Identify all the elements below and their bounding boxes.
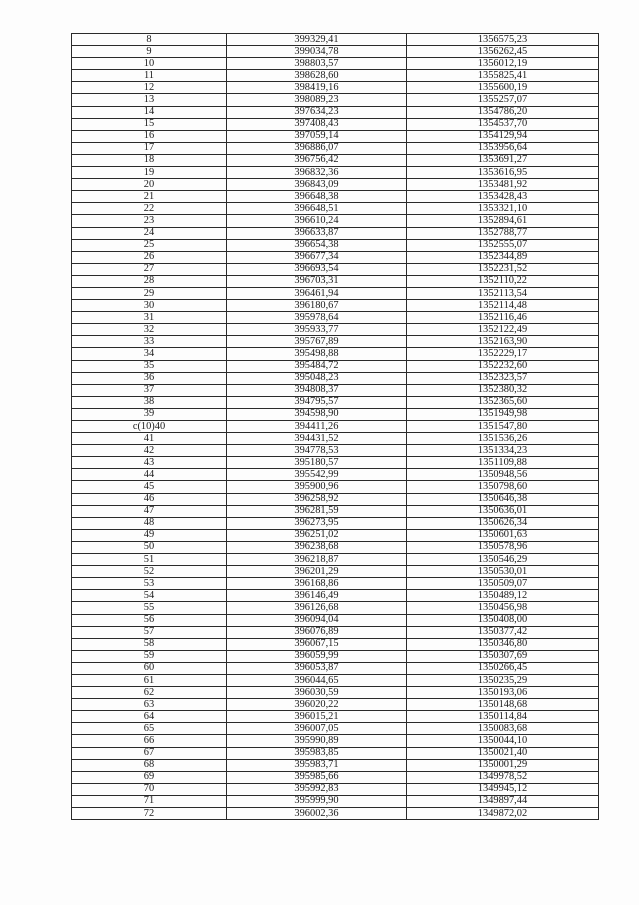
x-coordinate-cell: 396168,86 — [227, 578, 407, 590]
table-row — [72, 106, 599, 118]
point-number-cell: 64 — [72, 711, 227, 723]
table-row — [72, 759, 599, 771]
table-row — [72, 263, 599, 275]
y-coordinate-cell: 1355257,07 — [407, 94, 599, 106]
table-row — [72, 638, 599, 650]
y-coordinate-cell: 1350646,38 — [407, 493, 599, 505]
x-coordinate-cell: 396094,04 — [227, 614, 407, 626]
table-row — [72, 481, 599, 493]
x-coordinate-cell: 396126,68 — [227, 602, 407, 614]
point-number-cell: 37 — [72, 384, 227, 396]
y-coordinate-cell: 1352122,49 — [407, 324, 599, 336]
y-coordinate-cell: 1352323,57 — [407, 372, 599, 384]
table-row — [72, 795, 599, 807]
table-row — [72, 421, 599, 433]
x-coordinate-cell: 394778,53 — [227, 445, 407, 457]
y-coordinate-cell: 1352894,61 — [407, 215, 599, 227]
x-coordinate-cell: 394411,26 — [227, 421, 407, 433]
x-coordinate-cell: 395985,66 — [227, 771, 407, 783]
y-coordinate-cell: 1352163,90 — [407, 336, 599, 348]
table-row — [72, 626, 599, 638]
point-number-cell: 69 — [72, 771, 227, 783]
y-coordinate-cell: 1356012,19 — [407, 58, 599, 70]
table-row — [72, 372, 599, 384]
x-coordinate-cell: 396756,42 — [227, 154, 407, 166]
table-row — [72, 541, 599, 553]
point-number-cell: 29 — [72, 287, 227, 299]
point-number-cell: 45 — [72, 481, 227, 493]
x-coordinate-cell: 396677,34 — [227, 251, 407, 263]
point-number-cell: 18 — [72, 154, 227, 166]
point-number-cell: 28 — [72, 275, 227, 287]
point-number-cell: 34 — [72, 348, 227, 360]
x-coordinate-cell: 395048,23 — [227, 372, 407, 384]
x-coordinate-cell: 396146,49 — [227, 590, 407, 602]
x-coordinate-cell: 399034,78 — [227, 46, 407, 58]
x-coordinate-cell: 396832,36 — [227, 167, 407, 179]
y-coordinate-cell: 1352113,54 — [407, 287, 599, 299]
x-coordinate-cell: 396693,54 — [227, 263, 407, 275]
point-number-cell: 38 — [72, 396, 227, 408]
y-coordinate-cell: 1352380,32 — [407, 384, 599, 396]
x-coordinate-cell: 395180,57 — [227, 457, 407, 469]
point-number-cell: 8 — [72, 34, 227, 46]
table-row — [72, 699, 599, 711]
y-coordinate-cell: 1352555,07 — [407, 239, 599, 251]
table-row — [72, 566, 599, 578]
table-row — [72, 457, 599, 469]
x-coordinate-cell: 395498,88 — [227, 348, 407, 360]
table-row — [72, 408, 599, 420]
table-row — [72, 300, 599, 312]
x-coordinate-cell: 396044,65 — [227, 674, 407, 686]
table-row — [72, 118, 599, 130]
x-coordinate-cell: 397059,14 — [227, 130, 407, 142]
point-number-cell: 60 — [72, 662, 227, 674]
table-row — [72, 239, 599, 251]
y-coordinate-cell: 1350377,42 — [407, 626, 599, 638]
y-coordinate-cell: 1353691,27 — [407, 154, 599, 166]
y-coordinate-cell: 1353956,64 — [407, 142, 599, 154]
point-number-cell: 19 — [72, 167, 227, 179]
table-row — [72, 614, 599, 626]
x-coordinate-cell: 396654,38 — [227, 239, 407, 251]
y-coordinate-cell: 1353616,95 — [407, 167, 599, 179]
x-coordinate-cell: 396648,51 — [227, 203, 407, 215]
y-coordinate-cell: 1352365,60 — [407, 396, 599, 408]
y-coordinate-cell: 1350530,01 — [407, 566, 599, 578]
table-row — [72, 578, 599, 590]
table-row — [72, 46, 599, 58]
y-coordinate-cell: 1350626,34 — [407, 517, 599, 529]
y-coordinate-cell: 1350266,45 — [407, 662, 599, 674]
y-coordinate-cell: 1350307,69 — [407, 650, 599, 662]
table-row — [72, 783, 599, 795]
table-row — [72, 747, 599, 759]
table-row — [72, 674, 599, 686]
point-number-cell: 39 — [72, 408, 227, 420]
point-number-cell: c(10)40 — [72, 421, 227, 433]
table-row — [72, 312, 599, 324]
y-coordinate-cell: 1356262,45 — [407, 46, 599, 58]
point-number-cell: 71 — [72, 795, 227, 807]
table-row — [72, 396, 599, 408]
x-coordinate-cell: 396076,89 — [227, 626, 407, 638]
x-coordinate-cell: 396002,36 — [227, 808, 407, 820]
point-number-cell: 14 — [72, 106, 227, 118]
table-row — [72, 203, 599, 215]
point-number-cell: 54 — [72, 590, 227, 602]
y-coordinate-cell: 1352114,48 — [407, 300, 599, 312]
table-row — [72, 34, 599, 46]
point-number-cell: 61 — [72, 674, 227, 686]
x-coordinate-cell: 395767,89 — [227, 336, 407, 348]
y-coordinate-cell: 1350636,01 — [407, 505, 599, 517]
y-coordinate-cell: 1350114,84 — [407, 711, 599, 723]
y-coordinate-cell: 1354537,70 — [407, 118, 599, 130]
point-number-cell: 51 — [72, 554, 227, 566]
table-row — [72, 529, 599, 541]
point-number-cell: 72 — [72, 808, 227, 820]
y-coordinate-cell: 1350601,63 — [407, 529, 599, 541]
y-coordinate-cell: 1351949,98 — [407, 408, 599, 420]
x-coordinate-cell: 396007,05 — [227, 723, 407, 735]
x-coordinate-cell: 398419,16 — [227, 82, 407, 94]
x-coordinate-cell: 396886,07 — [227, 142, 407, 154]
y-coordinate-cell: 1350578,96 — [407, 541, 599, 553]
y-coordinate-cell: 1350021,40 — [407, 747, 599, 759]
point-number-cell: 13 — [72, 94, 227, 106]
table-row — [72, 384, 599, 396]
y-coordinate-cell: 1352116,46 — [407, 312, 599, 324]
table-row — [72, 336, 599, 348]
point-number-cell: 66 — [72, 735, 227, 747]
table-row — [72, 215, 599, 227]
table-row — [72, 324, 599, 336]
coordinates-table-body — [72, 34, 599, 820]
point-number-cell: 44 — [72, 469, 227, 481]
table-row — [72, 445, 599, 457]
x-coordinate-cell: 396059,99 — [227, 650, 407, 662]
table-row — [72, 275, 599, 287]
table-row — [72, 142, 599, 154]
table-row — [72, 130, 599, 142]
table-row — [72, 493, 599, 505]
point-number-cell: 26 — [72, 251, 227, 263]
x-coordinate-cell: 395999,90 — [227, 795, 407, 807]
table-row — [72, 662, 599, 674]
point-number-cell: 62 — [72, 687, 227, 699]
point-number-cell: 23 — [72, 215, 227, 227]
x-coordinate-cell: 396053,87 — [227, 662, 407, 674]
table-row — [72, 711, 599, 723]
y-coordinate-cell: 1352229,17 — [407, 348, 599, 360]
point-number-cell: 57 — [72, 626, 227, 638]
x-coordinate-cell: 395900,96 — [227, 481, 407, 493]
point-number-cell: 67 — [72, 747, 227, 759]
point-number-cell: 58 — [72, 638, 227, 650]
table-row — [72, 82, 599, 94]
point-number-cell: 47 — [72, 505, 227, 517]
y-coordinate-cell: 1350408,00 — [407, 614, 599, 626]
y-coordinate-cell: 1351334,23 — [407, 445, 599, 457]
point-number-cell: 68 — [72, 759, 227, 771]
point-number-cell: 22 — [72, 203, 227, 215]
y-coordinate-cell: 1353481,92 — [407, 179, 599, 191]
point-number-cell: 63 — [72, 699, 227, 711]
y-coordinate-cell: 1350083,68 — [407, 723, 599, 735]
table-row — [72, 602, 599, 614]
point-number-cell: 17 — [72, 142, 227, 154]
y-coordinate-cell: 1351536,26 — [407, 433, 599, 445]
point-number-cell: 41 — [72, 433, 227, 445]
x-coordinate-cell: 399329,41 — [227, 34, 407, 46]
y-coordinate-cell: 1350193,06 — [407, 687, 599, 699]
table-row — [72, 469, 599, 481]
x-coordinate-cell: 396843,09 — [227, 179, 407, 191]
table-row — [72, 287, 599, 299]
point-number-cell: 11 — [72, 70, 227, 82]
y-coordinate-cell: 1352231,52 — [407, 263, 599, 275]
table-row — [72, 433, 599, 445]
point-number-cell: 48 — [72, 517, 227, 529]
y-coordinate-cell: 1350148,68 — [407, 699, 599, 711]
point-number-cell: 50 — [72, 541, 227, 553]
x-coordinate-cell: 398628,60 — [227, 70, 407, 82]
x-coordinate-cell: 395978,64 — [227, 312, 407, 324]
point-number-cell: 43 — [72, 457, 227, 469]
x-coordinate-cell: 396238,68 — [227, 541, 407, 553]
table-row — [72, 94, 599, 106]
y-coordinate-cell: 1350001,29 — [407, 759, 599, 771]
point-number-cell: 33 — [72, 336, 227, 348]
point-number-cell: 35 — [72, 360, 227, 372]
x-coordinate-cell: 396020,22 — [227, 699, 407, 711]
x-coordinate-cell: 395992,83 — [227, 783, 407, 795]
y-coordinate-cell: 1350235,29 — [407, 674, 599, 686]
point-number-cell: 20 — [72, 179, 227, 191]
x-coordinate-cell: 395933,77 — [227, 324, 407, 336]
point-number-cell: 24 — [72, 227, 227, 239]
x-coordinate-cell: 396633,87 — [227, 227, 407, 239]
y-coordinate-cell: 1351109,88 — [407, 457, 599, 469]
y-coordinate-cell: 1351547,80 — [407, 421, 599, 433]
x-coordinate-cell: 396180,67 — [227, 300, 407, 312]
table-row — [72, 58, 599, 70]
table-row — [72, 167, 599, 179]
table-row — [72, 191, 599, 203]
point-number-cell: 36 — [72, 372, 227, 384]
point-number-cell: 59 — [72, 650, 227, 662]
point-number-cell: 49 — [72, 529, 227, 541]
y-coordinate-cell: 1353428,43 — [407, 191, 599, 203]
y-coordinate-cell: 1355825,41 — [407, 70, 599, 82]
x-coordinate-cell: 396703,31 — [227, 275, 407, 287]
point-number-cell: 56 — [72, 614, 227, 626]
point-number-cell: 16 — [72, 130, 227, 142]
table-row — [72, 360, 599, 372]
x-coordinate-cell: 395484,72 — [227, 360, 407, 372]
point-number-cell: 32 — [72, 324, 227, 336]
x-coordinate-cell: 395542,99 — [227, 469, 407, 481]
table-row — [72, 70, 599, 82]
x-coordinate-cell: 395990,89 — [227, 735, 407, 747]
table-row — [72, 227, 599, 239]
table-row — [72, 554, 599, 566]
y-coordinate-cell: 1352788,77 — [407, 227, 599, 239]
y-coordinate-cell: 1350948,56 — [407, 469, 599, 481]
y-coordinate-cell: 1349978,52 — [407, 771, 599, 783]
coordinates-table — [71, 33, 599, 820]
y-coordinate-cell: 1355600,19 — [407, 82, 599, 94]
x-coordinate-cell: 396067,15 — [227, 638, 407, 650]
y-coordinate-cell: 1352110,22 — [407, 275, 599, 287]
x-coordinate-cell: 394808,37 — [227, 384, 407, 396]
x-coordinate-cell: 397634,23 — [227, 106, 407, 118]
point-number-cell: 27 — [72, 263, 227, 275]
point-number-cell: 21 — [72, 191, 227, 203]
point-number-cell: 31 — [72, 312, 227, 324]
y-coordinate-cell: 1353321,10 — [407, 203, 599, 215]
x-coordinate-cell: 398803,57 — [227, 58, 407, 70]
y-coordinate-cell: 1350546,29 — [407, 554, 599, 566]
x-coordinate-cell: 396030,59 — [227, 687, 407, 699]
y-coordinate-cell: 1356575,23 — [407, 34, 599, 46]
point-number-cell: 12 — [72, 82, 227, 94]
x-coordinate-cell: 395983,71 — [227, 759, 407, 771]
x-coordinate-cell: 394431,52 — [227, 433, 407, 445]
x-coordinate-cell: 396273,95 — [227, 517, 407, 529]
point-number-cell: 9 — [72, 46, 227, 58]
point-number-cell: 15 — [72, 118, 227, 130]
point-number-cell: 25 — [72, 239, 227, 251]
x-coordinate-cell: 396251,02 — [227, 529, 407, 541]
x-coordinate-cell: 396461,94 — [227, 287, 407, 299]
y-coordinate-cell: 1349945,12 — [407, 783, 599, 795]
x-coordinate-cell: 396015,21 — [227, 711, 407, 723]
table-row — [72, 517, 599, 529]
y-coordinate-cell: 1350346,80 — [407, 638, 599, 650]
x-coordinate-cell: 396281,59 — [227, 505, 407, 517]
y-coordinate-cell: 1352344,89 — [407, 251, 599, 263]
x-coordinate-cell: 397408,43 — [227, 118, 407, 130]
x-coordinate-cell: 396258,92 — [227, 493, 407, 505]
table-row — [72, 735, 599, 747]
y-coordinate-cell: 1349872,02 — [407, 808, 599, 820]
x-coordinate-cell: 394795,57 — [227, 396, 407, 408]
table-row — [72, 687, 599, 699]
y-coordinate-cell: 1354786,20 — [407, 106, 599, 118]
y-coordinate-cell: 1349897,44 — [407, 795, 599, 807]
point-number-cell: 55 — [72, 602, 227, 614]
y-coordinate-cell: 1352232,60 — [407, 360, 599, 372]
x-coordinate-cell: 396201,29 — [227, 566, 407, 578]
table-row — [72, 154, 599, 166]
point-number-cell: 70 — [72, 783, 227, 795]
y-coordinate-cell: 1350509,07 — [407, 578, 599, 590]
point-number-cell: 46 — [72, 493, 227, 505]
point-number-cell: 65 — [72, 723, 227, 735]
y-coordinate-cell: 1350044,10 — [407, 735, 599, 747]
table-row — [72, 590, 599, 602]
x-coordinate-cell: 396648,38 — [227, 191, 407, 203]
x-coordinate-cell: 395983,85 — [227, 747, 407, 759]
x-coordinate-cell: 394598,90 — [227, 408, 407, 420]
table-row — [72, 505, 599, 517]
table-row — [72, 179, 599, 191]
table-row — [72, 650, 599, 662]
y-coordinate-cell: 1350798,60 — [407, 481, 599, 493]
y-coordinate-cell: 1354129,94 — [407, 130, 599, 142]
y-coordinate-cell: 1350456,98 — [407, 602, 599, 614]
point-number-cell: 30 — [72, 300, 227, 312]
table-row — [72, 251, 599, 263]
point-number-cell: 42 — [72, 445, 227, 457]
x-coordinate-cell: 396218,87 — [227, 554, 407, 566]
table-row — [72, 808, 599, 820]
table-row — [72, 723, 599, 735]
point-number-cell: 52 — [72, 566, 227, 578]
point-number-cell: 10 — [72, 58, 227, 70]
x-coordinate-cell: 396610,24 — [227, 215, 407, 227]
table-row — [72, 348, 599, 360]
y-coordinate-cell: 1350489,12 — [407, 590, 599, 602]
x-coordinate-cell: 398089,23 — [227, 94, 407, 106]
table-row — [72, 771, 599, 783]
point-number-cell: 53 — [72, 578, 227, 590]
